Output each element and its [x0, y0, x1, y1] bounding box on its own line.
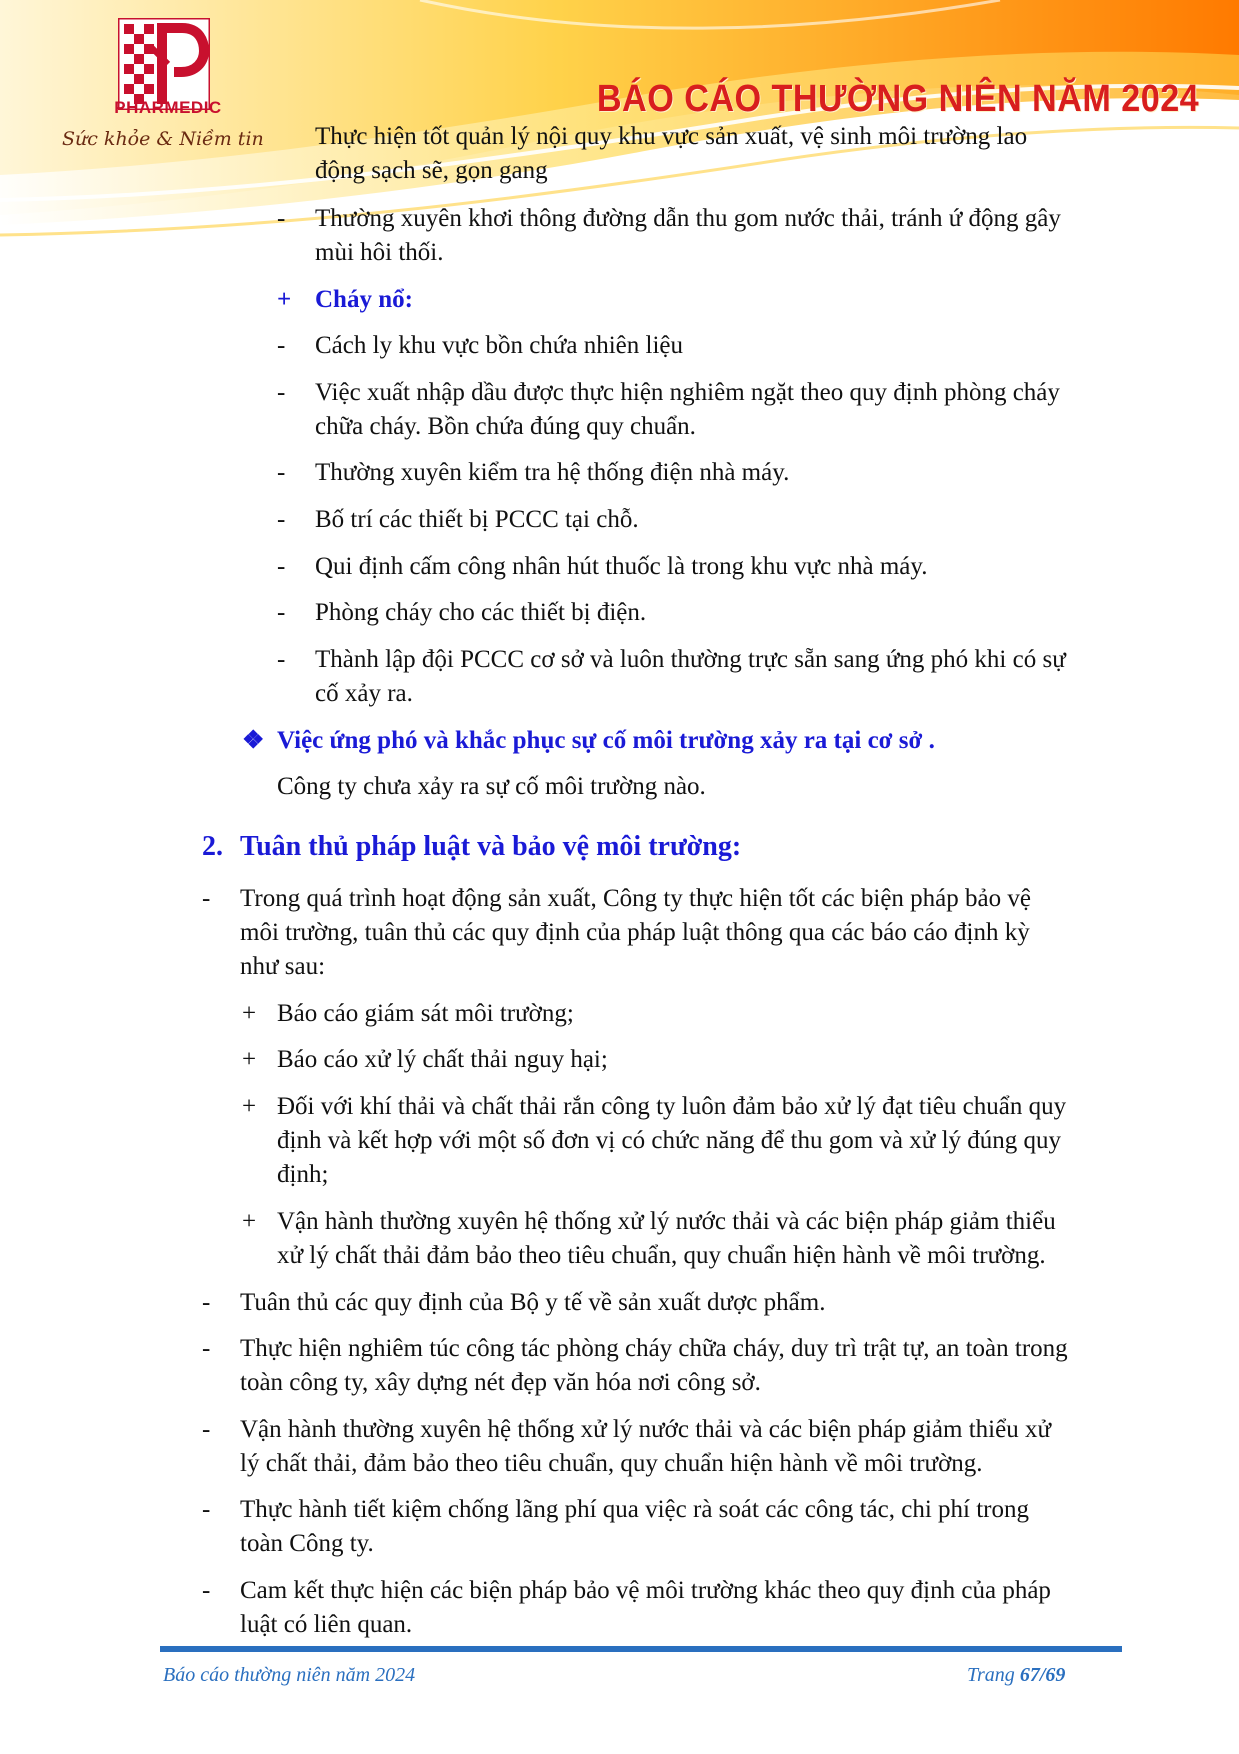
dash-marker: -	[202, 885, 211, 912]
dash-marker: -	[277, 379, 286, 406]
dash-marker: -	[277, 205, 286, 232]
dash-marker: -	[277, 599, 286, 626]
page-label: Trang	[967, 1664, 1015, 1686]
plus-marker: +	[242, 1046, 257, 1073]
footer-report-name: Báo cáo thường niên năm 2024	[163, 1664, 416, 1686]
plus-marker: +	[242, 1093, 257, 1120]
text-line: Phòng cháy cho các thiết bị điện.	[315, 599, 647, 626]
text-line: Cam kết thực hiện các biện pháp bảo vệ môi trường khác theo quy định của pháp	[240, 1577, 1051, 1604]
text-line: toàn Công ty.	[240, 1530, 374, 1557]
footer-divider	[160, 1646, 1122, 1652]
text-line: Thực hiện nghiêm túc công tác phòng cháy chữa cháy, duy trì trật tự, an toàn trong	[240, 1335, 1068, 1362]
text-line: Vận hành thường xuyên hệ thống xử lý nước thải và các biện pháp giảm thiểu	[277, 1208, 1056, 1235]
text-line: Báo cáo xử lý chất thải nguy hại;	[277, 1046, 608, 1073]
footer-page-indicator	[967, 1664, 1065, 1687]
text-line: như sau:	[240, 953, 326, 980]
text-line: Tuân thủ các quy định của Bộ y tế về sản xuất dược phẩm.	[240, 1289, 826, 1316]
text-line: cố xảy ra.	[315, 680, 413, 707]
text-line: Đối với khí thải và chất thải rắn công ty luôn đảm bảo xử lý đạt tiêu chuẩn quy	[277, 1093, 1067, 1120]
pharmedic-logo-icon	[118, 18, 210, 110]
text-line: định;	[277, 1161, 329, 1188]
text-line: lý chất thải, đảm bảo theo tiêu chuẩn, quy chuẩn hiện hành về môi trường.	[240, 1450, 983, 1477]
text-line: định và kết hợp với một số đơn vị có chức năng để thu gom và xử lý đúng quy	[277, 1127, 1062, 1154]
dash-marker: -	[202, 1416, 211, 1443]
text-line: Thực hiện tốt quản lý nội quy khu vực sản xuất, vệ sinh môi trường lao	[315, 123, 1028, 150]
text-line: Công ty chưa xảy ra sự cố môi trường nào.	[277, 773, 706, 800]
dash-marker: -	[277, 646, 286, 673]
text-line: Bố trí các thiết bị PCCC tại chỗ.	[315, 506, 639, 533]
text-line: Thành lập đội PCCC cơ sở và luôn thường trực sẵn sang ứng phó khi có sự	[315, 646, 1066, 673]
dash-marker: -	[277, 553, 286, 580]
dash-marker: -	[277, 332, 286, 359]
section-title: Tuân thủ pháp luật và bảo vệ môi trường:	[240, 831, 742, 862]
text-line: động sạch sẽ, gọn gang	[315, 157, 548, 184]
text-line: Qui định cấm công nhân hút thuốc là trong khu vực nhà máy.	[315, 553, 928, 580]
text-line: Thường xuyên kiểm tra hệ thống điện nhà máy.	[315, 459, 790, 486]
dash-marker: -	[277, 459, 286, 486]
page-number: 67/69	[1019, 1664, 1066, 1686]
plus-marker: +	[277, 286, 292, 313]
text-line: Vận hành thường xuyên hệ thống xử lý nước thải và các biện pháp giảm thiểu xử	[240, 1416, 1051, 1443]
text-line: toàn công ty, xây dựng nét đẹp văn hóa nơi công sở.	[240, 1369, 761, 1396]
text-line: Cách ly khu vực bồn chứa nhiên liệu	[315, 332, 683, 359]
plus-marker: +	[242, 1000, 257, 1027]
fire-heading: Cháy nổ:	[315, 286, 413, 313]
dash-marker: -	[202, 1496, 211, 1523]
text-line: Trong quá trình hoạt động sản xuất, Công ty thực hiện tốt các biện pháp bảo vệ	[240, 885, 1031, 912]
text-line: Thực hành tiết kiệm chống lãng phí qua việc rà soát các công tác, chi phí trong	[240, 1496, 1029, 1523]
dash-marker: -	[202, 1335, 211, 1362]
section-number: 2.	[202, 831, 223, 862]
text-line: chữa cháy. Bồn chứa đúng quy chuẩn.	[315, 413, 696, 440]
incident-heading: Việc ứng phó và khắc phục sự cố môi trường xảy ra tại cơ sở .	[277, 727, 935, 754]
text-line: Báo cáo giám sát môi trường;	[277, 1000, 574, 1027]
dash-marker: -	[277, 506, 286, 533]
brand-tagline: Sức khỏe & Niềm tin	[62, 128, 264, 150]
report-title: BÁO CÁO THƯỜNG NIÊN NĂM 2024	[596, 78, 1199, 120]
text-line: luật có liên quan.	[240, 1611, 413, 1638]
dash-marker: -	[202, 1289, 211, 1316]
text-line: Việc xuất nhập dầu được thực hiện nghiêm ngặt theo quy định phòng cháy	[315, 379, 1060, 406]
text-line: môi trường, tuân thủ các quy định của pháp luật thông qua các báo cáo định kỳ	[240, 919, 1030, 946]
diamond-bullet-icon: ❖	[242, 727, 265, 754]
text-line: xử lý chất thải đảm bảo theo tiêu chuẩn, quy chuẩn hiện hành về môi trường.	[277, 1242, 1046, 1269]
text-line: mùi hôi thối.	[315, 239, 444, 266]
plus-marker: +	[242, 1208, 257, 1235]
text-line: Thường xuyên khơi thông đường dẫn thu gom nước thải, tránh ứ động gây	[315, 205, 1061, 232]
brand-name: PHARMEDIC	[114, 98, 222, 117]
dash-marker: -	[202, 1577, 211, 1604]
